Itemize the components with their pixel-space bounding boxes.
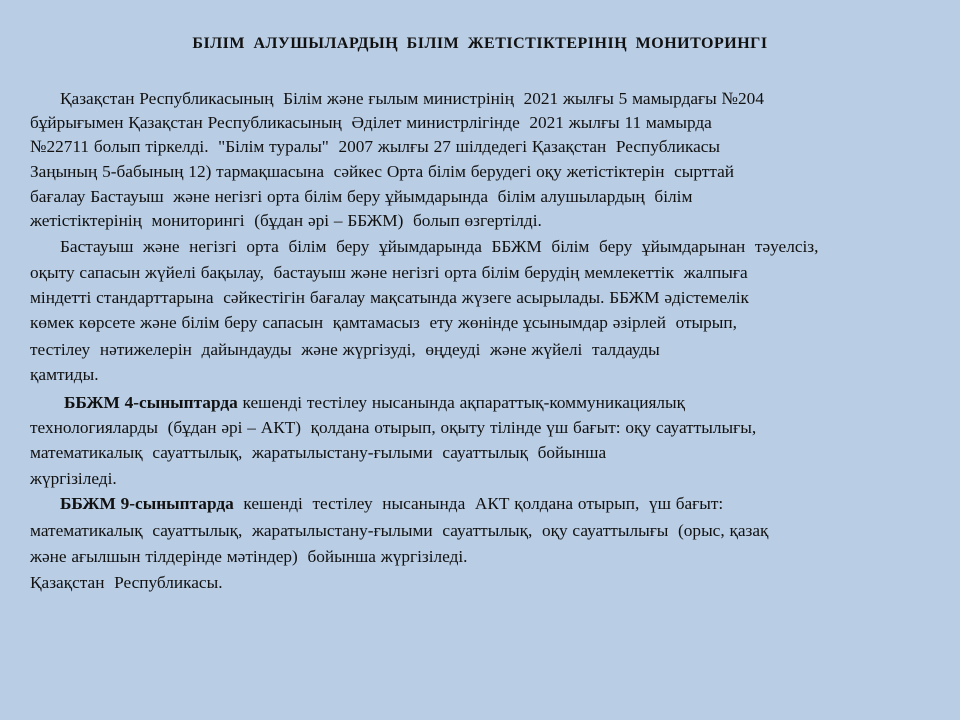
page-title: БІЛІМ АЛУШЫЛАРДЫҢ БІЛІМ ЖЕТІСТІКТЕРІНІҢ МОНИТОРИНГІ (192, 35, 768, 52)
paragraph-line: көмек көрсете және білім беру сапасын қамтамасыз ету жөнінде ұсынымдар әзірлей отырып, (30, 313, 737, 332)
paragraph-line (64, 392, 685, 414)
paragraph-line: міндетті стандарттарына сәйкестігін бағалау мақсатында жүзеге асырылады. ББЖМ әдістемелік (30, 288, 749, 307)
paragraph-line: жүргізіледі. (30, 469, 117, 488)
paragraph-line: математикалық сауаттылық, жаратылыстану-ғылыми сауаттылық, оқу сауаттылығы (орыс, қазақ (30, 521, 769, 540)
paragraph-line: №22711 болып тіркелді. "Білім туралы" 2007 жылғы 27 шілдедегі Қазақстан Республикасы (30, 137, 721, 156)
paragraph-line: Заңының 5-бабының 12) тармақшасына сәйкес Орта білім берудегі оқу жетістіктерін сырттай (30, 162, 735, 181)
paragraph-line: технологияларды (бұдан әрі – АКТ) қолдана отырып, оқыту тілінде үш бағыт: оқу сауаттылығы, (30, 418, 757, 437)
paragraph-line: Қазақстан Республикасының Білім және ғылым министрінің 2021 жылғы 5 мамырдағы №204 (60, 89, 764, 108)
paragraph-line: тестілеу нәтижелерін дайындауды және жүргізуді, өңдеуді және жүйелі талдауды (30, 340, 660, 359)
paragraph-line: және ағылшын тілдерінде мәтіндер) бойынша жүргізіледі. (30, 547, 468, 566)
bold-grade-4: ББЖМ 4-сыныптарда (64, 393, 238, 412)
paragraph-line: Бастауыш және негізгі орта білім беру ұйымдарында ББЖМ білім беру ұйымдарынан тәуелсіз, (60, 237, 819, 256)
paragraph-line: бағалау Бастауыш және негізгі орта білім беру ұйымдарында білім алушылардың білім (30, 187, 693, 206)
paragraph-line: математикалық сауаттылық, жаратылыстану-ғылыми сауаттылық бойынша (30, 443, 607, 462)
paragraph-line: бұйрығымен Қазақстан Республикасының Әділет министрлігінде 2021 жылғы 11 мамырда (30, 113, 712, 132)
paragraph-line: жетістіктерінің мониторингі (бұдан әрі – ББЖМ) болып өзгертілді. (30, 211, 542, 230)
paragraph-line: қамтиды. (30, 365, 99, 384)
paragraph-line: Қазақстан Республикасы. (30, 573, 223, 592)
paragraph-line (60, 493, 723, 515)
paragraph-line-rest: кешенді тестілеу нысанында АКТ қолдана отырып, үш бағыт: (233, 494, 724, 513)
paragraph-line-rest: кешенді тестілеу нысанында ақпараттық-коммуникациялық (237, 393, 686, 412)
paragraph-line: оқыту сапасын жүйелі бақылау, бастауыш және негізгі орта білім берудің мемлекеттік жалпыға (30, 263, 748, 282)
bold-grade-9: ББЖМ 9-сыныптарда (60, 494, 234, 513)
